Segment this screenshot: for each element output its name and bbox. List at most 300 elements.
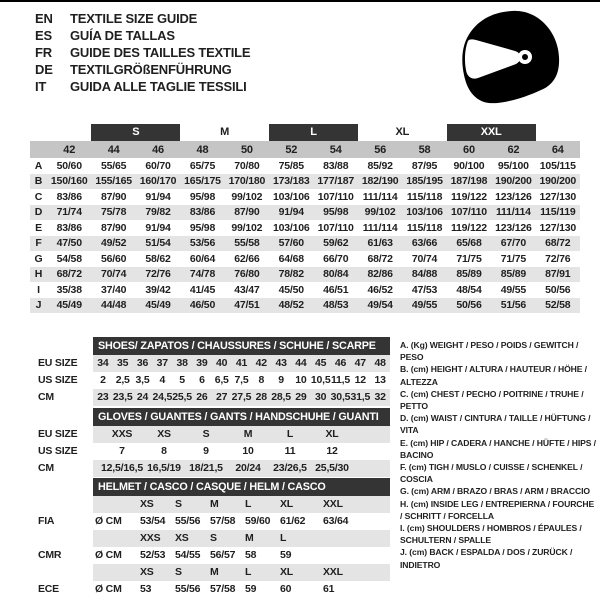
measurement-value: 190/200 — [495, 175, 532, 188]
size-value: 7,5 — [234, 374, 249, 386]
measurement-value: 95/98 — [189, 190, 216, 203]
language-code: EN — [35, 11, 53, 26]
section-title: GLOVES / GUANTES / GANTS / HANDSCHUHE / GUANTI — [93, 408, 390, 426]
legend-text: HEIGHT / ALTURA / HAUTEUR / HÖHE / ALTEZZA — [400, 364, 587, 387]
measurement-value: 61/63 — [367, 237, 393, 250]
size-value: XXS — [111, 428, 133, 440]
language-code: ES — [35, 28, 52, 43]
measurement-value: 76/80 — [234, 268, 260, 281]
measurement-row — [30, 205, 580, 221]
measurement-value: 55/65 — [100, 159, 127, 172]
row-letter: I — [37, 283, 40, 296]
size-row — [93, 372, 390, 389]
row-letter: B — [34, 175, 43, 188]
measurement-value: 71/75 — [456, 252, 482, 265]
measurement-value: 91/94 — [278, 206, 304, 219]
measurement-value: 48/54 — [456, 283, 482, 296]
helmet-size-value: 60 — [280, 583, 292, 595]
legend-unit: (cm) — [410, 364, 429, 375]
measurement-value: 47/53 — [411, 283, 438, 296]
legend-item — [400, 363, 598, 387]
helmet-size-value: 61 — [323, 583, 335, 595]
size-value: 18/21,5 — [189, 462, 223, 474]
size-row — [93, 355, 390, 372]
legend-key: F. — [400, 462, 407, 473]
measurement-row — [30, 158, 580, 174]
size-value: 10 — [242, 445, 254, 457]
measurement-value: 48/53 — [323, 299, 349, 312]
size-value: 11,5 — [330, 374, 351, 386]
measurement-value: 111/114 — [362, 221, 398, 234]
size-group-row — [30, 124, 580, 141]
legend-unit: (cm) — [410, 388, 429, 399]
legend-key: J. — [400, 547, 407, 558]
measurement-value: 51/54 — [145, 237, 171, 250]
measurement-value: 87/90 — [234, 206, 260, 219]
helmet-size-label: M — [210, 566, 219, 578]
guide-title: TEXTILGRÖßENFÜHRUNG — [70, 62, 232, 77]
helmet-size-value: 59 — [245, 583, 257, 595]
size-number: 48 — [196, 143, 209, 156]
helmet-icon — [452, 6, 568, 112]
size-number: 58 — [418, 143, 431, 156]
helmet-size-value: 59/60 — [245, 515, 271, 527]
diameter-unit-label: Ø CM — [95, 583, 122, 595]
measurement-row — [30, 236, 580, 252]
measurement-value: 170/180 — [228, 175, 266, 188]
measurement-value: 74/78 — [189, 268, 216, 281]
size-value: 8 — [161, 445, 167, 457]
legend-unit: (cm) — [408, 462, 427, 473]
legend-key: H. — [400, 498, 409, 509]
size-value: 30 — [315, 391, 327, 403]
size-row — [93, 389, 390, 406]
measurement-value: 83/86 — [56, 190, 82, 203]
row-letter: J — [35, 299, 42, 312]
size-value: 9 — [278, 374, 284, 386]
size-value: 24,5 — [152, 391, 173, 403]
size-number: 56 — [374, 143, 387, 156]
size-value: 45 — [315, 357, 327, 369]
legend-key: G. — [400, 486, 409, 497]
measurement-value: 65/75 — [189, 159, 216, 172]
language-code: FR — [35, 45, 52, 60]
empty-cell — [93, 530, 140, 547]
measurement-value: 150/160 — [50, 175, 88, 188]
measurement-value: 49/55 — [500, 283, 526, 296]
measurement-value: 62/66 — [234, 252, 260, 265]
size-number: 50 — [240, 143, 253, 156]
size-value: 4 — [159, 374, 166, 386]
visor-pivot-dot — [522, 54, 528, 60]
size-group-XL: XL — [395, 126, 410, 138]
helmet-size-label: L — [280, 532, 287, 544]
legend-key: E. — [400, 437, 408, 448]
size-value: 23/26,5 — [273, 462, 307, 474]
measurement-value: 60/64 — [189, 252, 216, 265]
size-row — [93, 443, 390, 460]
measurement-value: 107/110 — [317, 221, 354, 234]
measurement-value: 56/60 — [100, 252, 127, 265]
measurement-value: 71/74 — [56, 206, 82, 219]
size-value: 41 — [235, 357, 248, 369]
helmet-size-value: 55/56 — [175, 583, 201, 595]
language-row — [35, 27, 250, 44]
legend-text: WAIST / CINTURA / TAILLE / HÜFTUNG / VITA — [400, 413, 591, 436]
measurement-value: 50/56 — [545, 283, 571, 296]
gloves-row-labels — [38, 408, 93, 478]
measurement-value: 115/118 — [406, 221, 443, 234]
measurement-value: 80/84 — [323, 268, 349, 281]
legend-item — [400, 437, 598, 461]
measurement-value: 95/98 — [189, 221, 216, 234]
measurement-row — [30, 189, 580, 205]
measurement-value: 87/90 — [100, 221, 127, 234]
language-row — [35, 78, 250, 95]
measurement-value: 47/51 — [234, 299, 260, 312]
helmet-size-label: XXS — [140, 532, 161, 544]
size-value: 48 — [374, 357, 386, 369]
empty-cell — [93, 496, 140, 513]
measurement-value: 68/72 — [367, 252, 393, 265]
measurement-value: 84/88 — [411, 268, 438, 281]
size-value: 34 — [97, 357, 109, 369]
measurement-value: 37/40 — [100, 283, 127, 296]
measurement-value: 111/114 — [495, 206, 531, 219]
size-number: 64 — [551, 143, 564, 156]
guide-title: TEXTILE SIZE GUIDE — [70, 11, 198, 26]
row-label: US SIZE — [38, 374, 78, 386]
measurement-value: 115/119 — [540, 206, 576, 219]
measurement-value: 45/50 — [278, 283, 304, 296]
size-value: 25,5/30 — [315, 462, 349, 474]
helmet-size-label: XXL — [323, 566, 343, 578]
section-title: HELMET / CASCO / CASQUE / HELM / CASCO — [93, 478, 390, 496]
legend-key: A. — [400, 340, 409, 350]
measurement-value: 72/76 — [145, 268, 171, 281]
legend-item — [400, 339, 598, 363]
helmet-size-value: 55/56 — [175, 515, 201, 527]
measurement-value: 107/110 — [450, 206, 487, 219]
legend-unit: (cm) — [410, 413, 429, 424]
measurement-value: 43/47 — [234, 283, 260, 296]
measurement-value: 99/102 — [364, 206, 396, 219]
size-row — [93, 426, 390, 443]
legend-key: B. — [400, 364, 409, 375]
measurement-value: 95/98 — [323, 206, 349, 219]
language-code: IT — [35, 79, 47, 94]
section-title: SHOES/ ZAPATOS / CHAUSSURES / SCHUHE / SCARPE — [93, 337, 390, 355]
guide-title: GUIDA ALLE TAGLIE TESSILI — [70, 79, 247, 94]
size-value: 23 — [97, 391, 109, 403]
measurement-value: 187/198 — [450, 175, 488, 188]
textile-size-table — [30, 124, 580, 313]
size-value: 43 — [275, 357, 287, 369]
guide-title: GUÍA DE TALLAS — [70, 28, 175, 43]
helmet-value-row — [93, 513, 390, 530]
measurement-row — [30, 174, 580, 190]
measurement-value: 48/52 — [278, 299, 304, 312]
legend-item — [400, 522, 598, 546]
gloves-size-table — [93, 408, 390, 477]
legend-item — [400, 546, 598, 570]
measurement-value: 70/80 — [234, 159, 260, 172]
helmet-size-value: 57/58 — [210, 515, 236, 527]
diameter-unit-label: Ø CM — [95, 549, 122, 561]
measurement-row — [30, 282, 580, 298]
measurement-value: 75/85 — [278, 159, 304, 172]
row-letter: G — [34, 252, 43, 265]
helmet-size-label: XXL — [323, 498, 343, 510]
measurement-value: 57/60 — [278, 237, 304, 250]
helmet-size-table — [93, 478, 390, 598]
measurement-value: 63/66 — [411, 237, 438, 250]
legend-unit: (cm) — [410, 437, 428, 448]
size-value: 5 — [179, 374, 185, 386]
size-number: 44 — [107, 143, 120, 156]
size-value: 31,5 — [350, 391, 371, 403]
measurement-row — [30, 251, 580, 267]
size-value: 28 — [255, 391, 267, 403]
size-number: 52 — [285, 143, 298, 156]
measurement-value: 103/106 — [406, 206, 443, 219]
helmet-size-label: S — [175, 498, 182, 510]
measurement-value: 83/86 — [56, 221, 82, 234]
legend-key: D. — [400, 413, 409, 424]
measurement-value: 46/51 — [323, 283, 349, 296]
measurement-value: 111/114 — [362, 190, 398, 203]
measurement-value: 127/130 — [539, 190, 577, 203]
measurement-value: 123/126 — [495, 190, 532, 203]
size-value: XS — [157, 428, 171, 440]
size-value: 35 — [117, 357, 129, 369]
legend-text: BACK / ESPALDA / DOS / ZURÜCK / INDIETRO — [400, 547, 573, 570]
helmet-value-row — [93, 547, 390, 564]
legend-unit: (cm) — [410, 498, 429, 509]
helmet-size-value: 58 — [245, 549, 257, 561]
measurement-value: 72/76 — [545, 252, 571, 265]
measurement-row — [30, 220, 580, 236]
size-value: M — [243, 428, 253, 440]
helmet-size-label — [323, 530, 373, 547]
measurement-value: 68/72 — [545, 237, 571, 250]
helmet-size-label: L — [245, 498, 252, 510]
language-header — [35, 10, 250, 95]
helmet-size-label: L — [245, 566, 252, 578]
helmet-size-row — [93, 496, 390, 513]
measurement-value: 82/86 — [367, 268, 393, 281]
measurement-value: 85/89 — [500, 268, 526, 281]
row-letter: F — [35, 237, 42, 250]
size-value: 27,5 — [231, 391, 252, 403]
row-label: CM — [38, 391, 54, 403]
measurement-legend — [400, 339, 598, 571]
size-number: 54 — [329, 143, 342, 156]
measurement-value: 185/195 — [406, 175, 443, 188]
size-value: 46 — [334, 357, 347, 369]
size-value: 23,5 — [112, 391, 133, 403]
helmet-size-value: 52/53 — [140, 549, 166, 561]
measurement-value: 60/70 — [145, 159, 171, 172]
diameter-unit-label: Ø CM — [95, 515, 122, 527]
size-value: 13 — [374, 374, 386, 386]
size-value: 42 — [255, 357, 267, 369]
language-row — [35, 44, 250, 61]
legend-text: CHEST / PECHO / POITRINE / TRUHE / PETTO — [400, 388, 584, 412]
measurement-value: 67/70 — [500, 237, 526, 250]
legend-text: TIGH / MUSLO / CUISSE / SCHENKEL / COSCIA — [400, 462, 583, 485]
size-row — [93, 460, 390, 477]
legend-text: HIP / CADERA / HANCHE / HÜFTE / HIPS / BACINO — [400, 437, 596, 460]
measurement-value: 54/58 — [56, 252, 82, 265]
row-letter: C — [34, 190, 43, 203]
size-number: 62 — [507, 143, 520, 156]
measurement-value: 70/74 — [411, 252, 438, 265]
measurement-value: 41/45 — [189, 283, 216, 296]
helmet-size-section — [38, 478, 398, 600]
helmet-size-label: M — [245, 532, 254, 544]
size-value: 40 — [216, 357, 228, 369]
size-group-M: M — [220, 126, 230, 138]
measurement-value: 49/54 — [367, 299, 393, 312]
size-value: L — [286, 428, 294, 440]
helmet-value-row — [93, 581, 390, 598]
measurement-value: 99/102 — [231, 221, 263, 234]
empty-cell — [93, 564, 140, 581]
size-value: 10 — [295, 374, 307, 386]
size-value: 26 — [196, 391, 208, 403]
measurement-value: 46/52 — [367, 283, 393, 296]
helmet-size-label: S — [175, 566, 182, 578]
size-value: 25,5 — [172, 391, 192, 403]
helmet-size-value: 53 — [140, 583, 152, 595]
size-value: 2,5 — [115, 374, 130, 386]
measurement-value: 105/115 — [539, 159, 576, 172]
size-value: 6 — [199, 374, 205, 386]
size-number-row — [30, 141, 580, 158]
measurement-value: 91/94 — [145, 221, 171, 234]
measurement-value: 83/88 — [323, 159, 349, 172]
shoes-size-section — [38, 337, 398, 407]
measurement-value: 83/86 — [189, 206, 216, 219]
legend-text: INSIDE LEG / ENTREPIERNA / FOURCHE / SCHRITT / FORCELLA — [400, 498, 595, 521]
row-label: EU SIZE — [38, 357, 78, 369]
size-value: 20/24 — [235, 462, 261, 474]
size-value: 44 — [295, 357, 307, 369]
measurement-value: 39/42 — [145, 283, 171, 296]
measurement-value: 95/100 — [497, 159, 529, 172]
standard-label: CMR — [38, 549, 62, 561]
legend-unit: (cm) — [409, 547, 428, 558]
language-row — [35, 10, 250, 27]
legend-item — [400, 461, 598, 485]
measurement-value: 160/170 — [139, 175, 177, 188]
measurement-value: 65/68 — [456, 237, 482, 250]
row-letter: H — [34, 268, 43, 281]
measurement-value: 47/50 — [56, 237, 82, 250]
row-letter: A — [34, 159, 43, 172]
size-group-XXL: XXL — [447, 124, 536, 141]
measurement-value: 165/175 — [184, 175, 221, 188]
legend-item — [400, 485, 598, 497]
guide-title: GUIDE DES TAILLES TEXTILE — [70, 45, 251, 60]
size-value: 8 — [258, 374, 265, 386]
size-value: 12 — [354, 374, 366, 386]
legend-item — [400, 498, 598, 522]
measurement-value: 66/70 — [323, 252, 349, 265]
measurement-value: 85/92 — [367, 159, 393, 172]
measurement-value: 53/56 — [189, 237, 216, 250]
measurement-value: 99/102 — [231, 190, 263, 203]
language-row — [35, 61, 250, 78]
measurement-value: 155/165 — [95, 175, 132, 188]
legend-text: SHOULDERS / HOMBROS / ÉPAULES / SCHULTERN / SPALLE — [400, 523, 582, 546]
shoes-size-table — [93, 337, 390, 406]
measurement-value: 127/130 — [539, 221, 577, 234]
measurement-value: 182/190 — [361, 175, 399, 188]
helmet-size-value — [323, 547, 373, 564]
size-value: 6,5 — [214, 374, 229, 386]
size-value: 47 — [354, 357, 366, 369]
helmet-size-label: XS — [140, 498, 154, 510]
measurement-value: 87/91 — [545, 268, 571, 281]
size-value: S — [202, 428, 210, 440]
helmet-size-value: 56/57 — [210, 549, 236, 561]
measurement-value: 58/62 — [145, 252, 171, 265]
measurement-value: 123/126 — [495, 221, 532, 234]
legend-unit: (Kg) — [410, 340, 428, 350]
measurement-value: 173/183 — [273, 175, 310, 188]
size-value: 16,5/19 — [147, 462, 181, 474]
size-group-L: L — [269, 124, 358, 141]
measurement-value: 85/89 — [456, 268, 482, 281]
size-value: 32 — [374, 391, 386, 403]
size-number: 42 — [63, 143, 76, 156]
measurement-value: 51/56 — [500, 299, 526, 312]
measurement-value: 52/58 — [545, 299, 571, 312]
size-value: 9 — [203, 445, 209, 457]
measurement-value: 70/74 — [100, 268, 127, 281]
size-value: 29 — [295, 391, 307, 403]
size-value: 30,5 — [330, 391, 351, 403]
measurement-value: 49/55 — [411, 299, 438, 312]
measurement-value: 45/49 — [56, 299, 82, 312]
legend-item — [400, 412, 598, 436]
helmet-size-value: 54/55 — [175, 549, 201, 561]
helmet-size-label: XS — [175, 532, 189, 544]
row-letter: E — [35, 221, 42, 234]
helmet-size-value: 53/54 — [140, 515, 166, 527]
measurement-value: 115/118 — [406, 190, 443, 203]
measurement-value: 44/48 — [100, 299, 127, 312]
size-number: 60 — [463, 143, 475, 156]
measurement-value: 64/68 — [278, 252, 304, 265]
measurement-value: 49/52 — [100, 237, 127, 250]
measurement-value: 50/60 — [56, 159, 82, 172]
measurement-value: 55/58 — [234, 237, 260, 250]
helmet-size-label: M — [210, 498, 219, 510]
row-letter: D — [34, 206, 43, 219]
size-value: 12,5/16,5 — [101, 462, 143, 474]
measurement-value: 107/110 — [317, 190, 354, 203]
size-value: XL — [325, 428, 339, 440]
measurement-value: 78/82 — [278, 268, 304, 281]
measurement-value: 90/100 — [453, 159, 485, 172]
size-value: 3,5 — [135, 374, 150, 386]
measurement-value: 177/187 — [317, 175, 354, 188]
language-code: DE — [35, 62, 53, 77]
measurement-value: 91/94 — [145, 190, 171, 203]
